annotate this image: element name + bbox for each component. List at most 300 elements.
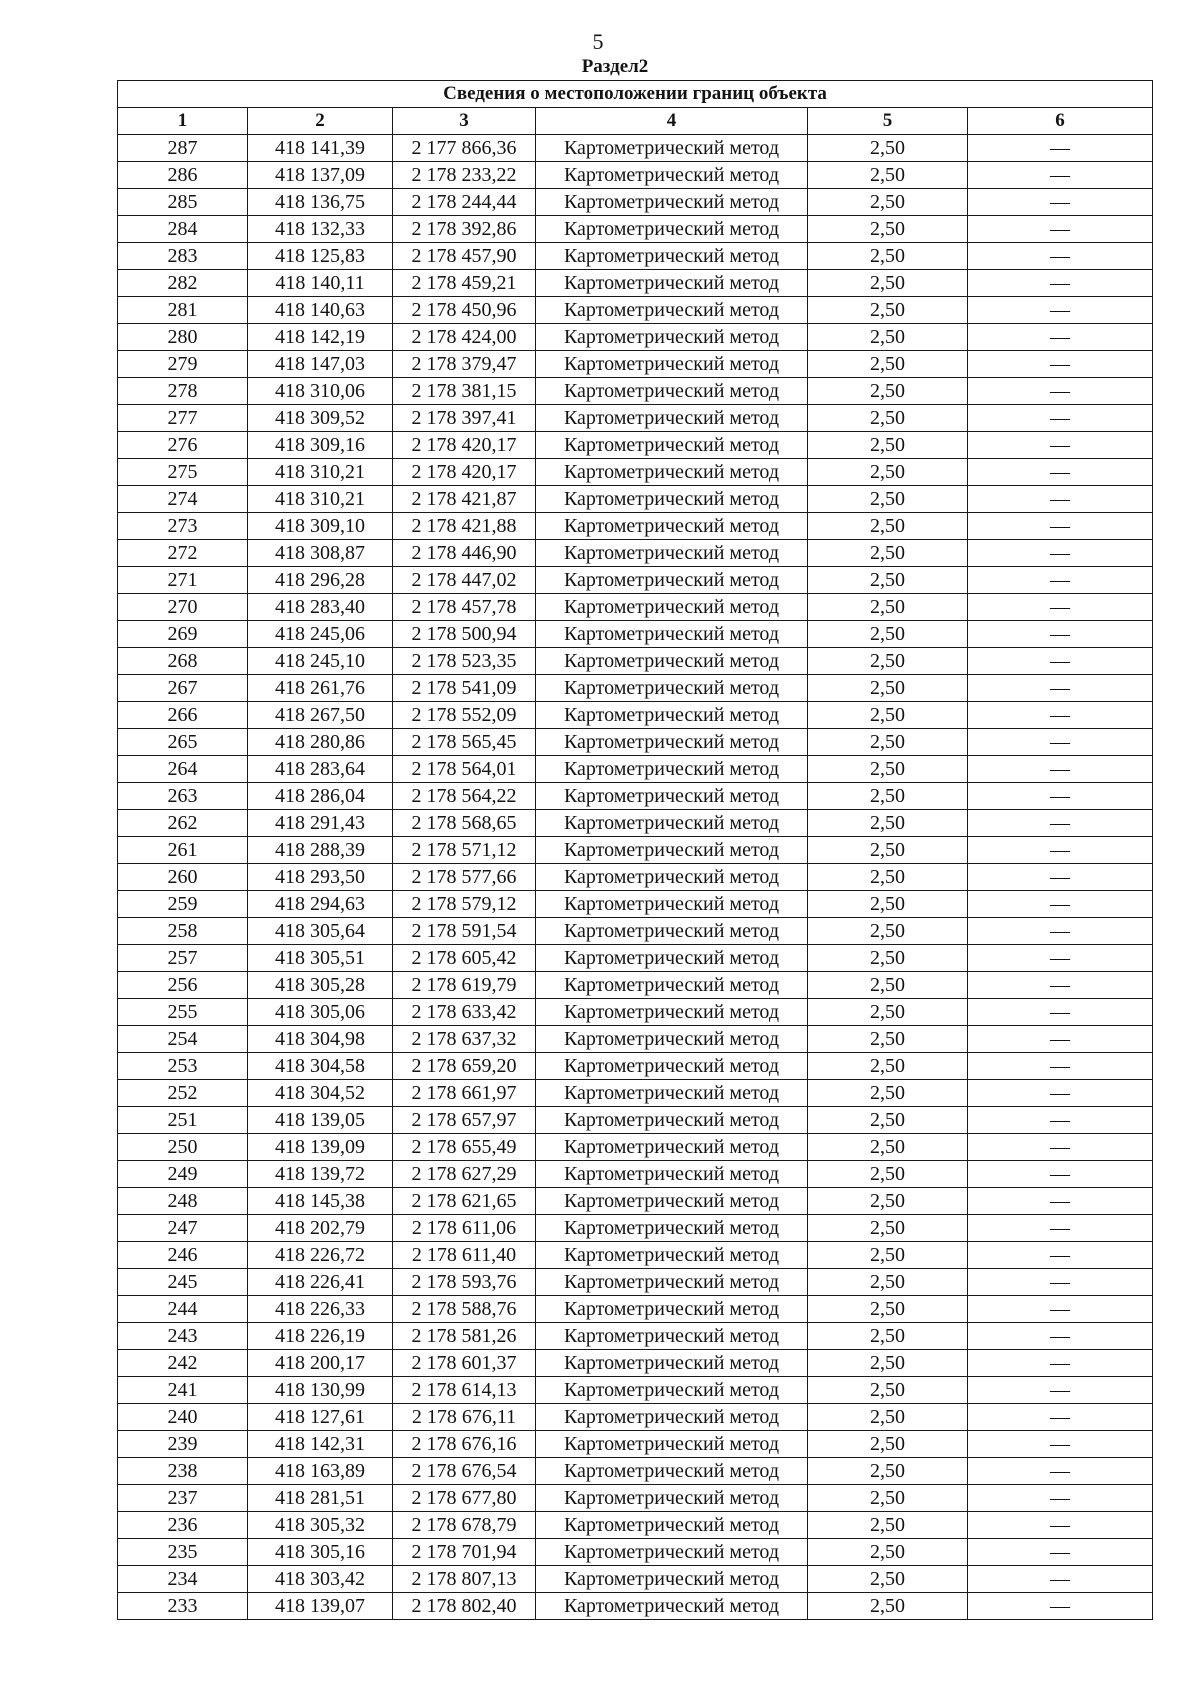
cell-method: Картометрический метод <box>536 1593 808 1620</box>
cell-y-coordinate: 2 178 233,22 <box>393 162 536 189</box>
cell-x-coordinate: 418 310,06 <box>248 378 393 405</box>
cell-accuracy: 2,50 <box>808 405 968 432</box>
cell-x-coordinate: 418 310,21 <box>248 459 393 486</box>
cell-note: — <box>968 1539 1153 1566</box>
cell-note: — <box>968 1458 1153 1485</box>
cell-accuracy: 2,50 <box>808 216 968 243</box>
column-number-2: 2 <box>248 108 393 135</box>
cell-y-coordinate: 2 178 420,17 <box>393 459 536 486</box>
cell-x-coordinate: 418 200,17 <box>248 1350 393 1377</box>
cell-x-coordinate: 418 310,21 <box>248 486 393 513</box>
cell-accuracy: 2,50 <box>808 297 968 324</box>
cell-y-coordinate: 2 178 637,32 <box>393 1026 536 1053</box>
table-row <box>118 756 1153 783</box>
cell-y-coordinate: 2 178 611,06 <box>393 1215 536 1242</box>
table-row <box>118 1161 1153 1188</box>
cell-y-coordinate: 2 178 459,21 <box>393 270 536 297</box>
cell-method: Картометрический метод <box>536 783 808 810</box>
cell-method: Картометрический метод <box>536 1431 808 1458</box>
section-title: Раздел2 <box>581 56 649 77</box>
cell-y-coordinate: 2 178 802,40 <box>393 1593 536 1620</box>
cell-x-coordinate: 418 140,11 <box>248 270 393 297</box>
cell-note: — <box>968 486 1153 513</box>
cell-point-number: 264 <box>118 756 248 783</box>
table-row <box>118 351 1153 378</box>
cell-x-coordinate: 418 281,51 <box>248 1485 393 1512</box>
cell-accuracy: 2,50 <box>808 1323 968 1350</box>
cell-note: — <box>968 1269 1153 1296</box>
cell-point-number: 251 <box>118 1107 248 1134</box>
cell-point-number: 256 <box>118 972 248 999</box>
cell-point-number: 281 <box>118 297 248 324</box>
table-row <box>118 1512 1153 1539</box>
cell-method: Картометрический метод <box>536 594 808 621</box>
cell-method: Картометрический метод <box>536 459 808 486</box>
cell-note: — <box>968 675 1153 702</box>
table-row <box>118 891 1153 918</box>
cell-y-coordinate: 2 178 678,79 <box>393 1512 536 1539</box>
cell-accuracy: 2,50 <box>808 1404 968 1431</box>
cell-accuracy: 2,50 <box>808 621 968 648</box>
table-row <box>118 486 1153 513</box>
cell-accuracy: 2,50 <box>808 162 968 189</box>
cell-note: — <box>968 351 1153 378</box>
table-row <box>118 594 1153 621</box>
table-row <box>118 216 1153 243</box>
cell-accuracy: 2,50 <box>808 891 968 918</box>
cell-x-coordinate: 418 280,86 <box>248 729 393 756</box>
cell-point-number: 275 <box>118 459 248 486</box>
cell-method: Картометрический метод <box>536 1323 808 1350</box>
cell-note: — <box>968 1080 1153 1107</box>
cell-note: — <box>968 729 1153 756</box>
cell-method: Картометрический метод <box>536 216 808 243</box>
cell-note: — <box>968 243 1153 270</box>
cell-x-coordinate: 418 226,72 <box>248 1242 393 1269</box>
column-number-4: 4 <box>536 108 808 135</box>
cell-y-coordinate: 2 178 564,01 <box>393 756 536 783</box>
cell-method: Картометрический метод <box>536 270 808 297</box>
cell-note: — <box>968 702 1153 729</box>
cell-point-number: 252 <box>118 1080 248 1107</box>
table-title-row <box>118 81 1153 108</box>
table-row <box>118 1107 1153 1134</box>
cell-x-coordinate: 418 130,99 <box>248 1377 393 1404</box>
cell-x-coordinate: 418 305,06 <box>248 999 393 1026</box>
cell-y-coordinate: 2 178 627,29 <box>393 1161 536 1188</box>
cell-x-coordinate: 418 291,43 <box>248 810 393 837</box>
page-number: 5 <box>592 29 604 54</box>
cell-point-number: 287 <box>118 135 248 162</box>
cell-point-number: 277 <box>118 405 248 432</box>
cell-accuracy: 2,50 <box>808 918 968 945</box>
table-body <box>118 135 1153 1620</box>
cell-accuracy: 2,50 <box>808 729 968 756</box>
cell-note: — <box>968 405 1153 432</box>
cell-note: — <box>968 1188 1153 1215</box>
cell-note: — <box>968 1026 1153 1053</box>
column-number-6: 6 <box>968 108 1153 135</box>
cell-note: — <box>968 324 1153 351</box>
cell-point-number: 237 <box>118 1485 248 1512</box>
table-row <box>118 1485 1153 1512</box>
cell-accuracy: 2,50 <box>808 540 968 567</box>
table-row <box>118 1215 1153 1242</box>
table-row <box>118 1593 1153 1620</box>
cell-note: — <box>968 1107 1153 1134</box>
cell-x-coordinate: 418 245,10 <box>248 648 393 675</box>
cell-accuracy: 2,50 <box>808 1593 968 1620</box>
cell-method: Картометрический метод <box>536 1458 808 1485</box>
cell-y-coordinate: 2 178 424,00 <box>393 324 536 351</box>
cell-x-coordinate: 418 245,06 <box>248 621 393 648</box>
cell-accuracy: 2,50 <box>808 864 968 891</box>
cell-y-coordinate: 2 178 701,94 <box>393 1539 536 1566</box>
cell-method: Картометрический метод <box>536 648 808 675</box>
table-row <box>118 1539 1153 1566</box>
cell-accuracy: 2,50 <box>808 486 968 513</box>
table-row <box>118 864 1153 891</box>
column-number-row <box>118 108 1153 135</box>
cell-method: Картометрический метод <box>536 1107 808 1134</box>
table-row <box>118 162 1153 189</box>
cell-accuracy: 2,50 <box>808 999 968 1026</box>
table-row <box>118 1296 1153 1323</box>
cell-method: Картометрический метод <box>536 1296 808 1323</box>
cell-y-coordinate: 2 178 421,88 <box>393 513 536 540</box>
table-row <box>118 135 1153 162</box>
cell-x-coordinate: 418 305,64 <box>248 918 393 945</box>
cell-y-coordinate: 2 178 457,90 <box>393 243 536 270</box>
cell-accuracy: 2,50 <box>808 1107 968 1134</box>
table-row <box>118 648 1153 675</box>
cell-y-coordinate: 2 178 457,78 <box>393 594 536 621</box>
cell-note: — <box>968 378 1153 405</box>
cell-method: Картометрический метод <box>536 513 808 540</box>
cell-x-coordinate: 418 147,03 <box>248 351 393 378</box>
cell-point-number: 238 <box>118 1458 248 1485</box>
cell-x-coordinate: 418 141,39 <box>248 135 393 162</box>
cell-y-coordinate: 2 178 588,76 <box>393 1296 536 1323</box>
cell-x-coordinate: 418 226,33 <box>248 1296 393 1323</box>
cell-point-number: 274 <box>118 486 248 513</box>
cell-method: Картометрический метод <box>536 864 808 891</box>
cell-method: Картометрический метод <box>536 135 808 162</box>
table-row <box>118 945 1153 972</box>
table-row <box>118 540 1153 567</box>
cell-note: — <box>968 1215 1153 1242</box>
cell-x-coordinate: 418 304,58 <box>248 1053 393 1080</box>
cell-x-coordinate: 418 304,98 <box>248 1026 393 1053</box>
cell-note: — <box>968 270 1153 297</box>
cell-x-coordinate: 418 308,87 <box>248 540 393 567</box>
cell-note: — <box>968 594 1153 621</box>
cell-accuracy: 2,50 <box>808 1215 968 1242</box>
cell-y-coordinate: 2 178 552,09 <box>393 702 536 729</box>
cell-point-number: 254 <box>118 1026 248 1053</box>
cell-method: Картометрический метод <box>536 243 808 270</box>
table-row <box>118 567 1153 594</box>
cell-point-number: 243 <box>118 1323 248 1350</box>
cell-point-number: 269 <box>118 621 248 648</box>
cell-x-coordinate: 418 226,41 <box>248 1269 393 1296</box>
cell-note: — <box>968 999 1153 1026</box>
cell-method: Картометрический метод <box>536 1161 808 1188</box>
cell-note: — <box>968 162 1153 189</box>
cell-y-coordinate: 2 178 381,15 <box>393 378 536 405</box>
cell-point-number: 257 <box>118 945 248 972</box>
table-row <box>118 1323 1153 1350</box>
cell-x-coordinate: 418 293,50 <box>248 864 393 891</box>
cell-accuracy: 2,50 <box>808 1458 968 1485</box>
cell-method: Картометрический метод <box>536 891 808 918</box>
cell-x-coordinate: 418 140,63 <box>248 297 393 324</box>
cell-y-coordinate: 2 178 392,86 <box>393 216 536 243</box>
cell-accuracy: 2,50 <box>808 1242 968 1269</box>
cell-x-coordinate: 418 286,04 <box>248 783 393 810</box>
cell-method: Картометрический метод <box>536 1377 808 1404</box>
table-row <box>118 729 1153 756</box>
cell-accuracy: 2,50 <box>808 648 968 675</box>
table-row <box>118 297 1153 324</box>
cell-accuracy: 2,50 <box>808 837 968 864</box>
cell-y-coordinate: 2 178 450,96 <box>393 297 536 324</box>
cell-method: Картометрический метод <box>536 1512 808 1539</box>
cell-note: — <box>968 189 1153 216</box>
table-title: Сведения о местоположении границ объекта <box>118 81 1153 108</box>
table-row <box>118 1188 1153 1215</box>
cell-method: Картометрический метод <box>536 1080 808 1107</box>
cell-point-number: 272 <box>118 540 248 567</box>
cell-accuracy: 2,50 <box>808 1026 968 1053</box>
cell-y-coordinate: 2 178 397,41 <box>393 405 536 432</box>
cell-method: Картометрический метод <box>536 1134 808 1161</box>
cell-method: Картометрический метод <box>536 675 808 702</box>
cell-method: Картометрический метод <box>536 1485 808 1512</box>
cell-point-number: 283 <box>118 243 248 270</box>
cell-point-number: 234 <box>118 1566 248 1593</box>
cell-y-coordinate: 2 178 661,97 <box>393 1080 536 1107</box>
table-row <box>118 1053 1153 1080</box>
cell-point-number: 247 <box>118 1215 248 1242</box>
cell-accuracy: 2,50 <box>808 135 968 162</box>
cell-accuracy: 2,50 <box>808 1053 968 1080</box>
cell-x-coordinate: 418 303,42 <box>248 1566 393 1593</box>
cell-y-coordinate: 2 178 593,76 <box>393 1269 536 1296</box>
cell-note: — <box>968 918 1153 945</box>
cell-x-coordinate: 418 294,63 <box>248 891 393 918</box>
cell-x-coordinate: 418 309,52 <box>248 405 393 432</box>
cell-method: Картометрический метод <box>536 972 808 999</box>
cell-accuracy: 2,50 <box>808 1566 968 1593</box>
table-row <box>118 999 1153 1026</box>
cell-point-number: 235 <box>118 1539 248 1566</box>
cell-method: Картометрический метод <box>536 1404 808 1431</box>
cell-accuracy: 2,50 <box>808 1269 968 1296</box>
cell-accuracy: 2,50 <box>808 675 968 702</box>
cell-x-coordinate: 418 125,83 <box>248 243 393 270</box>
cell-accuracy: 2,50 <box>808 702 968 729</box>
cell-accuracy: 2,50 <box>808 594 968 621</box>
cell-x-coordinate: 418 142,31 <box>248 1431 393 1458</box>
cell-y-coordinate: 2 178 446,90 <box>393 540 536 567</box>
cell-y-coordinate: 2 178 571,12 <box>393 837 536 864</box>
table-row <box>118 1431 1153 1458</box>
table-row <box>118 189 1153 216</box>
cell-accuracy: 2,50 <box>808 1188 968 1215</box>
table-row <box>118 405 1153 432</box>
cell-x-coordinate: 418 304,52 <box>248 1080 393 1107</box>
cell-x-coordinate: 418 305,51 <box>248 945 393 972</box>
table-row <box>118 324 1153 351</box>
cell-note: — <box>968 837 1153 864</box>
cell-point-number: 258 <box>118 918 248 945</box>
table-row <box>118 810 1153 837</box>
cell-method: Картометрический метод <box>536 162 808 189</box>
cell-point-number: 276 <box>118 432 248 459</box>
cell-note: — <box>968 540 1153 567</box>
cell-method: Картометрический метод <box>536 1026 808 1053</box>
cell-x-coordinate: 418 142,19 <box>248 324 393 351</box>
cell-accuracy: 2,50 <box>808 351 968 378</box>
cell-point-number: 236 <box>118 1512 248 1539</box>
cell-x-coordinate: 418 305,16 <box>248 1539 393 1566</box>
cell-accuracy: 2,50 <box>808 1350 968 1377</box>
cell-method: Картометрический метод <box>536 297 808 324</box>
cell-point-number: 246 <box>118 1242 248 1269</box>
cell-x-coordinate: 418 139,09 <box>248 1134 393 1161</box>
cell-y-coordinate: 2 178 541,09 <box>393 675 536 702</box>
cell-accuracy: 2,50 <box>808 810 968 837</box>
cell-point-number: 270 <box>118 594 248 621</box>
cell-point-number: 263 <box>118 783 248 810</box>
cell-y-coordinate: 2 178 244,44 <box>393 189 536 216</box>
cell-x-coordinate: 418 202,79 <box>248 1215 393 1242</box>
cell-y-coordinate: 2 178 676,54 <box>393 1458 536 1485</box>
boundary-table <box>117 80 1153 1620</box>
cell-method: Картометрический метод <box>536 729 808 756</box>
cell-note: — <box>968 1404 1153 1431</box>
cell-note: — <box>968 648 1153 675</box>
table-row <box>118 1566 1153 1593</box>
cell-y-coordinate: 2 178 564,22 <box>393 783 536 810</box>
cell-y-coordinate: 2 178 601,37 <box>393 1350 536 1377</box>
cell-method: Картометрический метод <box>536 918 808 945</box>
table-row <box>118 702 1153 729</box>
cell-note: — <box>968 432 1153 459</box>
cell-point-number: 284 <box>118 216 248 243</box>
cell-accuracy: 2,50 <box>808 1161 968 1188</box>
cell-note: — <box>968 864 1153 891</box>
cell-method: Картометрический метод <box>536 405 808 432</box>
cell-note: — <box>968 1512 1153 1539</box>
cell-point-number: 266 <box>118 702 248 729</box>
cell-y-coordinate: 2 178 621,65 <box>393 1188 536 1215</box>
cell-point-number: 244 <box>118 1296 248 1323</box>
cell-y-coordinate: 2 178 605,42 <box>393 945 536 972</box>
cell-method: Картометрический метод <box>536 1539 808 1566</box>
cell-note: — <box>968 216 1153 243</box>
column-number-1: 1 <box>118 108 248 135</box>
table-row <box>118 513 1153 540</box>
cell-y-coordinate: 2 178 676,11 <box>393 1404 536 1431</box>
cell-note: — <box>968 1323 1153 1350</box>
cell-x-coordinate: 418 283,64 <box>248 756 393 783</box>
cell-point-number: 242 <box>118 1350 248 1377</box>
cell-method: Картометрический метод <box>536 189 808 216</box>
table-row <box>118 270 1153 297</box>
cell-y-coordinate: 2 178 677,80 <box>393 1485 536 1512</box>
cell-point-number: 248 <box>118 1188 248 1215</box>
table-row <box>118 1134 1153 1161</box>
cell-x-coordinate: 418 145,38 <box>248 1188 393 1215</box>
cell-x-coordinate: 418 267,50 <box>248 702 393 729</box>
cell-note: — <box>968 297 1153 324</box>
cell-accuracy: 2,50 <box>808 783 968 810</box>
cell-y-coordinate: 2 178 591,54 <box>393 918 536 945</box>
cell-y-coordinate: 2 178 568,65 <box>393 810 536 837</box>
cell-point-number: 261 <box>118 837 248 864</box>
cell-method: Картометрический метод <box>536 1242 808 1269</box>
cell-note: — <box>968 459 1153 486</box>
cell-accuracy: 2,50 <box>808 459 968 486</box>
cell-method: Картометрический метод <box>536 486 808 513</box>
cell-x-coordinate: 418 309,16 <box>248 432 393 459</box>
cell-method: Картометрический метод <box>536 1566 808 1593</box>
cell-x-coordinate: 418 305,28 <box>248 972 393 999</box>
cell-point-number: 282 <box>118 270 248 297</box>
cell-point-number: 240 <box>118 1404 248 1431</box>
cell-point-number: 285 <box>118 189 248 216</box>
cell-point-number: 249 <box>118 1161 248 1188</box>
cell-method: Картометрический метод <box>536 702 808 729</box>
cell-y-coordinate: 2 178 676,16 <box>393 1431 536 1458</box>
cell-point-number: 259 <box>118 891 248 918</box>
cell-note: — <box>968 1566 1153 1593</box>
cell-method: Картометрический метод <box>536 621 808 648</box>
cell-method: Картометрический метод <box>536 324 808 351</box>
cell-point-number: 241 <box>118 1377 248 1404</box>
cell-accuracy: 2,50 <box>808 324 968 351</box>
table-row <box>118 621 1153 648</box>
cell-point-number: 260 <box>118 864 248 891</box>
cell-method: Картометрический метод <box>536 810 808 837</box>
cell-y-coordinate: 2 178 500,94 <box>393 621 536 648</box>
cell-method: Картометрический метод <box>536 540 808 567</box>
cell-note: — <box>968 567 1153 594</box>
cell-point-number: 265 <box>118 729 248 756</box>
table-row <box>118 243 1153 270</box>
cell-accuracy: 2,50 <box>808 1431 968 1458</box>
table-row <box>118 432 1153 459</box>
table-row <box>118 972 1153 999</box>
cell-point-number: 273 <box>118 513 248 540</box>
cell-method: Картометрический метод <box>536 378 808 405</box>
cell-method: Картометрический метод <box>536 1350 808 1377</box>
cell-method: Картометрический метод <box>536 351 808 378</box>
cell-note: — <box>968 1134 1153 1161</box>
cell-method: Картометрический метод <box>536 756 808 783</box>
cell-point-number: 286 <box>118 162 248 189</box>
cell-y-coordinate: 2 178 421,87 <box>393 486 536 513</box>
cell-y-coordinate: 2 178 655,49 <box>393 1134 536 1161</box>
cell-y-coordinate: 2 178 379,47 <box>393 351 536 378</box>
cell-x-coordinate: 418 288,39 <box>248 837 393 864</box>
table-row <box>118 783 1153 810</box>
cell-point-number: 239 <box>118 1431 248 1458</box>
cell-y-coordinate: 2 178 807,13 <box>393 1566 536 1593</box>
cell-x-coordinate: 418 305,32 <box>248 1512 393 1539</box>
